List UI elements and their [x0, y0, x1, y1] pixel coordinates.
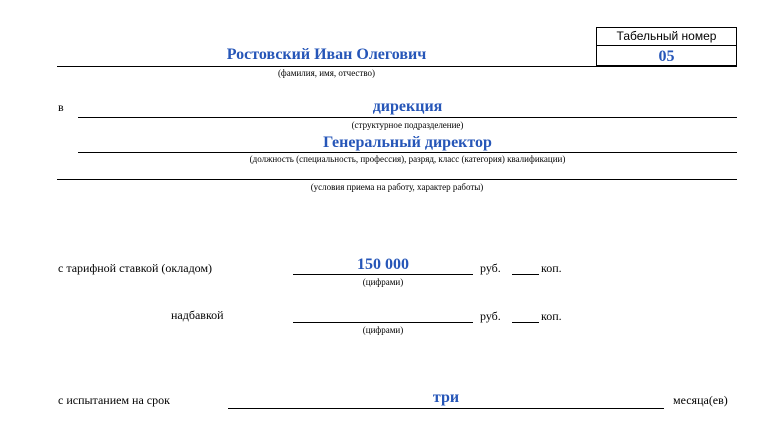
- division-value[interactable]: дирекция: [372, 98, 443, 115]
- bonus-rub-label: руб.: [480, 309, 501, 323]
- full-name-caption: (фамилия, имя, отчество): [277, 68, 376, 78]
- probation-value[interactable]: три: [432, 389, 460, 406]
- conditions-caption: (условия приема на работу, характер работы): [310, 182, 484, 192]
- division-caption: (структурное подразделение): [351, 120, 464, 130]
- bonus-caption: (цифрами): [362, 325, 404, 335]
- bonus-kop-label: коп.: [541, 309, 562, 323]
- salary-kop-line[interactable]: [512, 274, 539, 275]
- salary-rub-label: руб.: [480, 261, 501, 275]
- salary-label: с тарифной ставкой (окладом): [58, 261, 213, 275]
- probation-line: [228, 408, 664, 409]
- division-prefix: в: [58, 100, 64, 114]
- tab-number-box: [596, 27, 737, 66]
- position-caption: (должность (специальность, профессия), разряд, класс (категория) квалификации): [249, 154, 566, 164]
- probation-unit: месяца(ев): [673, 393, 728, 407]
- salary-value[interactable]: 150 000: [357, 256, 409, 273]
- salary-caption: (цифрами): [362, 277, 404, 287]
- position-line: [78, 152, 737, 153]
- salary-line: [293, 274, 473, 275]
- position-value[interactable]: Генеральный директор: [323, 134, 492, 151]
- tab-number-header: Табельный номер: [597, 28, 736, 46]
- conditions-line: [57, 179, 737, 180]
- division-line: [78, 117, 737, 118]
- bonus-line: [293, 322, 473, 323]
- salary-kop-label: коп.: [541, 261, 562, 275]
- probation-label: с испытанием на срок: [58, 393, 170, 407]
- bonus-kop-line[interactable]: [512, 322, 539, 323]
- full-name-line: [57, 66, 737, 67]
- full-name-value[interactable]: Ростовский Иван Олегович: [226, 46, 427, 63]
- bonus-label: надбавкой: [171, 308, 224, 322]
- tab-number-value[interactable]: 05: [658, 48, 675, 65]
